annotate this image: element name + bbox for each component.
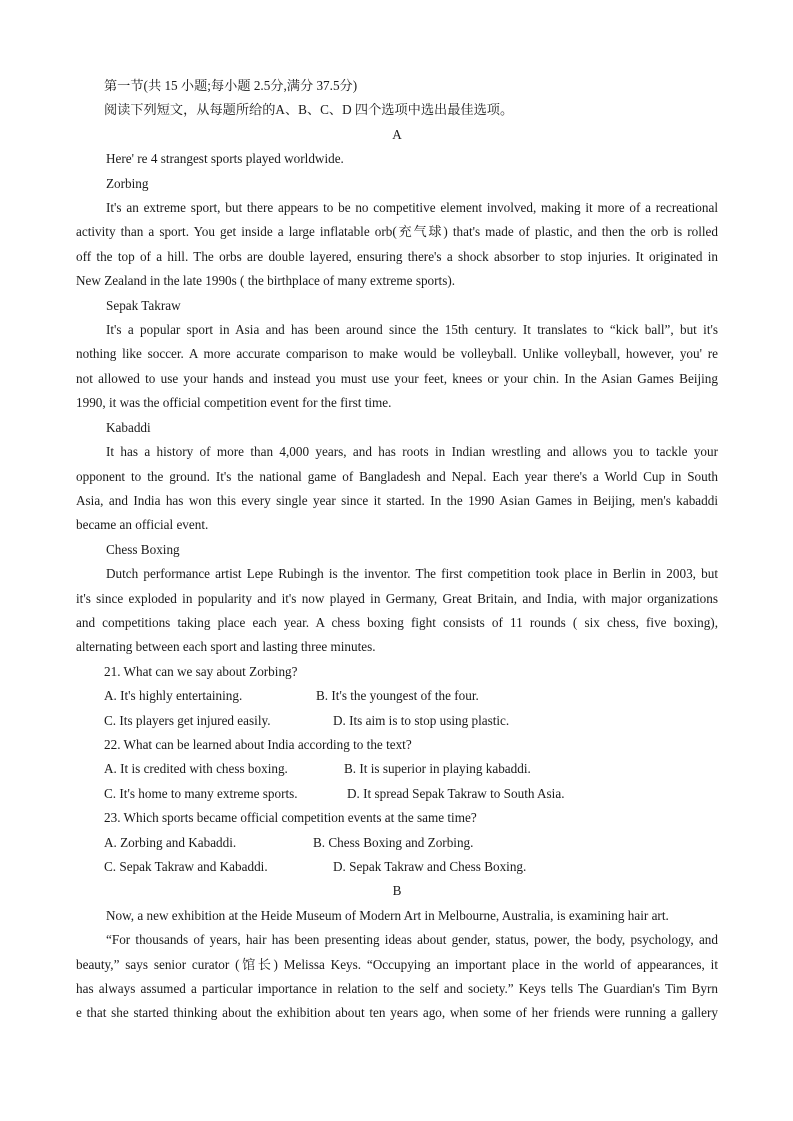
question-23-options-row-2 (76, 855, 718, 879)
option-23-b[interactable]: B. Chess Boxing and Zorbing. (313, 834, 474, 850)
passage-b-line-5: e that she started thinking about the exhibition about ten years ago, when some of her friends were running a gallery (76, 1005, 718, 1021)
zorbing-line-3: off the top of a hill. The orbs are double layered, ensuring there's a shock absorber to stop injuries. It originated in (76, 248, 718, 264)
option-22-c[interactable]: C. It's home to many extreme sports. (104, 785, 298, 801)
question-23-options-row-1 (76, 831, 718, 855)
kabaddi-line-2: opponent to the ground. It's the national game of Bangladesh and Nepal. Each year there's a World Cup in South (76, 468, 718, 484)
section-title-zorbing: Zorbing (106, 175, 149, 191)
passage-b-line-2: “For thousands of years, hair has been presenting ideas about gender, status, power, the body, psychology, and (106, 932, 718, 948)
passage-b-line-1: Now, a new exhibition at the Heide Museum of Modern Art in Melbourne, Australia, is examining hair art. (106, 907, 669, 923)
option-23-c[interactable]: C. Sepak Takraw and Kabaddi. (104, 859, 268, 874)
section-title-sepak-takraw: Sepak Takraw (106, 297, 181, 313)
option-22-a[interactable]: A. It is credited with chess boxing. (104, 761, 288, 777)
option-21-b[interactable]: B. It's the youngest of the four. (316, 688, 479, 704)
question-22-options-row-2 (76, 782, 718, 806)
section-title-chess-boxing: Chess Boxing (106, 541, 180, 557)
section-title-kabaddi: Kabaddi (106, 419, 151, 435)
sepak-line-2: nothing like soccer. A more accurate comparison to make would be volleyball. Unlike volleyball, however, you' re (76, 346, 718, 362)
section-header: 第一节(共 15 小题;每小题 2.5分,满分 37.5分) (104, 78, 358, 93)
kabaddi-line-1: It has a history of more than 4,000 years, and has roots in Indian wrestling and allows you to tackle your (106, 444, 718, 460)
passage-b-line-3: beauty,” says senior curator (馆长) Melissa Keys. “Occupying an important place in the world of appearances, it (76, 956, 718, 972)
question-22-options-row-1 (76, 757, 718, 781)
option-21-d[interactable]: D. Its aim is to stop using plastic. (333, 712, 510, 728)
option-21-a[interactable]: A. It's highly entertaining. (104, 688, 243, 704)
passage-a-intro: Here' re 4 strangest sports played worldwide. (106, 151, 344, 167)
kabaddi-line-4: became an official event. (76, 517, 209, 533)
sepak-line-1: It's a popular sport in Asia and has been around since the 15th century. It translates to “kick ball”, but it's (106, 322, 718, 338)
passage-b-letter: B (392, 883, 402, 899)
instruction-text: 阅读下列短文，从每题所给的A、B、C、D 四个选项中选出最佳选项。 (104, 102, 514, 118)
question-21-options-row-2 (76, 709, 718, 733)
zorbing-line-2: activity than a sport. You get inside a large inflatable orb(充气球) that's made of plastic, and then the orb is rolled (76, 224, 718, 240)
sepak-line-3: not allowed to use your hands and instead you must use your feet, knees or your chin. In the Asian Games Beijing (76, 370, 718, 386)
option-23-d[interactable]: D. Sepak Takraw and Chess Boxing. (333, 859, 527, 874)
chess-line-2: it's since exploded in popularity and it's now played in Germany, Great Britain, and India, with major organizations (76, 590, 718, 606)
zorbing-line-1: It's an extreme sport, but there appears to be no competitive element involved, making it more of a recreational (106, 200, 718, 216)
option-23-a[interactable]: A. Zorbing and Kabaddi. (104, 834, 237, 850)
chess-line-3: and competitions taking place each year. A chess boxing fight consists of 11 rounds ( six chess, five boxing), (76, 614, 718, 630)
chess-line-1: Dutch performance artist Lepe Rubingh is the inventor. The first competition took place in Berlin in 2003, but (106, 566, 718, 582)
question-21-options-row-1 (76, 684, 718, 708)
exam-page (76, 74, 718, 1026)
option-21-c[interactable]: C. Its players get injured easily. (104, 712, 271, 728)
question-22-stem: 22. What can be learned about India according to the text? (104, 736, 412, 752)
option-22-b[interactable]: B. It is superior in playing kabaddi. (344, 761, 531, 777)
sepak-line-4: 1990, it was the official competition event for the first time. (76, 395, 392, 411)
passage-a-letter: A (392, 126, 402, 142)
zorbing-line-4: New Zealand in the late 1990s ( the birthplace of many extreme sports). (76, 273, 456, 289)
passage-b-line-4: has always assumed a particular importance in relation to the self and society.” Keys tells The Guardian's Tim Byrn (76, 981, 718, 997)
question-23-stem: 23. Which sports became official competition events at the same time? (104, 810, 477, 826)
question-21-stem: 21. What can we say about Zorbing? (104, 663, 298, 679)
chess-line-4: alternating between each sport and lasting three minutes. (76, 639, 376, 655)
option-22-d[interactable]: D. It spread Sepak Takraw to South Asia. (347, 785, 565, 801)
kabaddi-line-3: Asia, and India has won this every single year since it started. In the 1990 Asian Games in Beijing, men's kabaddi (76, 492, 718, 508)
